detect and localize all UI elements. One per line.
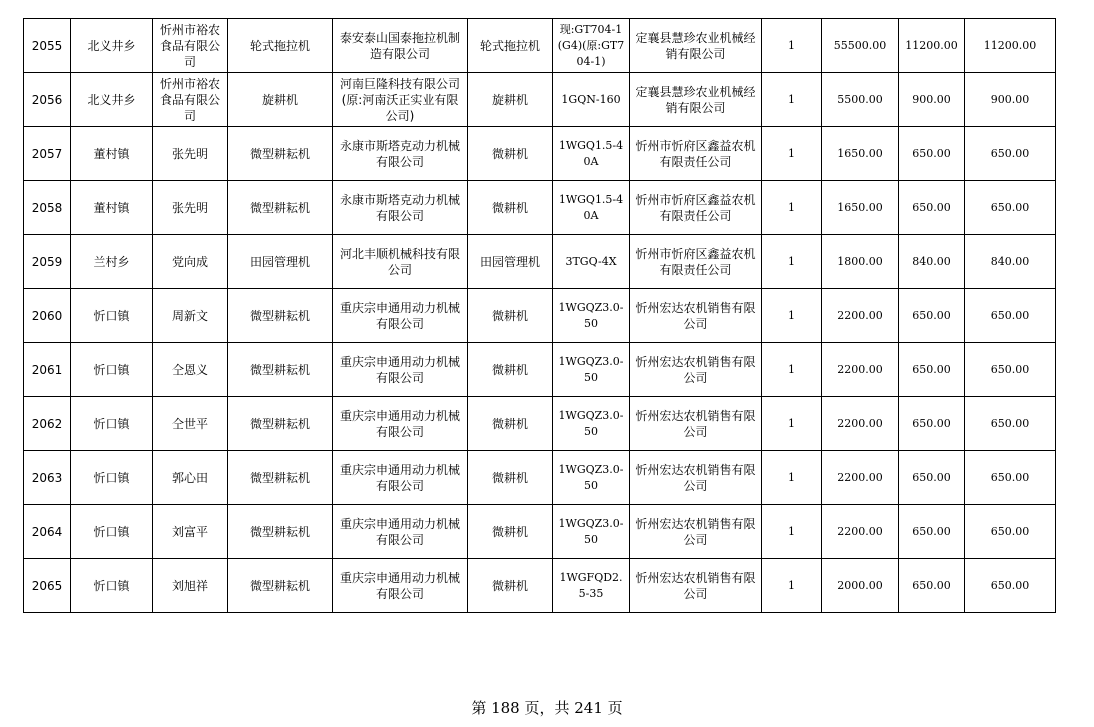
- subsidy-cell: 650.00: [899, 181, 965, 235]
- subsidy-cell: 11200.00: [899, 19, 965, 73]
- subsidy-cell: 650.00: [899, 127, 965, 181]
- township-cell: 北义井乡: [71, 19, 153, 73]
- total-subsidy-cell: 840.00: [965, 235, 1056, 289]
- quantity-cell: 1: [762, 235, 822, 289]
- dealer-cell: 忻州宏达农机销售有限公司: [630, 559, 762, 613]
- manufacturer-cell: 重庆宗申通用动力机械有限公司: [333, 289, 468, 343]
- price-cell: 2200.00: [822, 289, 899, 343]
- total-subsidy-cell: 650.00: [965, 343, 1056, 397]
- subsidy-cell: 650.00: [899, 397, 965, 451]
- manufacturer-cell: 永康市斯塔克动力机械有限公司: [333, 127, 468, 181]
- price-cell: 55500.00: [822, 19, 899, 73]
- manufacturer-cell: 重庆宗申通用动力机械有限公司: [333, 505, 468, 559]
- dealer-cell: 忻州市忻府区鑫益农机有限责任公司: [630, 235, 762, 289]
- price-cell: 1650.00: [822, 181, 899, 235]
- subsidy-cell: 650.00: [899, 451, 965, 505]
- township-cell: 忻口镇: [71, 343, 153, 397]
- table-row: [24, 343, 1056, 397]
- row-number-cell: 2061: [24, 343, 71, 397]
- table-row: [24, 127, 1056, 181]
- machine-item-cell: 微耕机: [468, 289, 553, 343]
- subsidy-table: [23, 18, 1056, 613]
- buyer-cell: 张先明: [153, 127, 228, 181]
- machine-category-cell: 旋耕机: [228, 73, 333, 127]
- buyer-cell: 党向成: [153, 235, 228, 289]
- model-cell: 1GQN-160: [553, 73, 630, 127]
- subsidy-cell: 650.00: [899, 505, 965, 559]
- model-cell: 1WGQZ3.0-50: [553, 289, 630, 343]
- township-cell: 忻口镇: [71, 559, 153, 613]
- machine-item-cell: 微耕机: [468, 451, 553, 505]
- table-row: [24, 559, 1056, 613]
- buyer-cell: 刘富平: [153, 505, 228, 559]
- dealer-cell: 忻州宏达农机销售有限公司: [630, 505, 762, 559]
- quantity-cell: 1: [762, 127, 822, 181]
- dealer-cell: 忻州宏达农机销售有限公司: [630, 451, 762, 505]
- manufacturer-cell: 重庆宗申通用动力机械有限公司: [333, 451, 468, 505]
- total-subsidy-cell: 650.00: [965, 559, 1056, 613]
- quantity-cell: 1: [762, 343, 822, 397]
- manufacturer-cell: 重庆宗申通用动力机械有限公司: [333, 397, 468, 451]
- township-cell: 忻口镇: [71, 451, 153, 505]
- machine-category-cell: 微型耕耘机: [228, 559, 333, 613]
- dealer-cell: 定襄县慧珍农业机械经销有限公司: [630, 19, 762, 73]
- machine-item-cell: 微耕机: [468, 505, 553, 559]
- table-row: [24, 73, 1056, 127]
- row-number-cell: 2065: [24, 559, 71, 613]
- machine-item-cell: 微耕机: [468, 127, 553, 181]
- price-cell: 5500.00: [822, 73, 899, 127]
- manufacturer-cell: 重庆宗申通用动力机械有限公司: [333, 343, 468, 397]
- total-subsidy-cell: 650.00: [965, 451, 1056, 505]
- buyer-cell: 张先明: [153, 181, 228, 235]
- buyer-cell: 刘旭祥: [153, 559, 228, 613]
- row-number-cell: 2062: [24, 397, 71, 451]
- subsidy-cell: 840.00: [899, 235, 965, 289]
- machine-item-cell: 旋耕机: [468, 73, 553, 127]
- price-cell: 2200.00: [822, 343, 899, 397]
- row-number-cell: 2063: [24, 451, 71, 505]
- quantity-cell: 1: [762, 451, 822, 505]
- total-subsidy-cell: 650.00: [965, 289, 1056, 343]
- quantity-cell: 1: [762, 181, 822, 235]
- buyer-cell: 周新文: [153, 289, 228, 343]
- total-subsidy-cell: 900.00: [965, 73, 1056, 127]
- total-subsidy-cell: 650.00: [965, 505, 1056, 559]
- total-subsidy-cell: 650.00: [965, 181, 1056, 235]
- township-cell: 北义井乡: [71, 73, 153, 127]
- machine-item-cell: 轮式拖拉机: [468, 19, 553, 73]
- model-cell: 3TGQ-4X: [553, 235, 630, 289]
- page-footer: 第 188 页，共 241 页: [471, 699, 623, 717]
- table-row: [24, 397, 1056, 451]
- machine-item-cell: 微耕机: [468, 559, 553, 613]
- price-cell: 1650.00: [822, 127, 899, 181]
- buyer-cell: 忻州市裕农食品有限公司: [153, 19, 228, 73]
- table-row: [24, 505, 1056, 559]
- subsidy-cell: 650.00: [899, 343, 965, 397]
- machine-category-cell: 微型耕耘机: [228, 181, 333, 235]
- machine-category-cell: 微型耕耘机: [228, 451, 333, 505]
- total-subsidy-cell: 650.00: [965, 127, 1056, 181]
- total-subsidy-cell: 11200.00: [965, 19, 1056, 73]
- table-row: [24, 181, 1056, 235]
- table-row: [24, 235, 1056, 289]
- dealer-cell: 忻州市忻府区鑫益农机有限责任公司: [630, 127, 762, 181]
- manufacturer-cell: 河南巨隆科技有限公司(原:河南沃正实业有限公司): [333, 73, 468, 127]
- buyer-cell: 忻州市裕农食品有限公司: [153, 73, 228, 127]
- row-number-cell: 2056: [24, 73, 71, 127]
- township-cell: 董村镇: [71, 181, 153, 235]
- row-number-cell: 2055: [24, 19, 71, 73]
- township-cell: 兰村乡: [71, 235, 153, 289]
- price-cell: 1800.00: [822, 235, 899, 289]
- quantity-cell: 1: [762, 397, 822, 451]
- model-cell: 1WGQ1.5-40A: [553, 181, 630, 235]
- row-number-cell: 2064: [24, 505, 71, 559]
- machine-category-cell: 微型耕耘机: [228, 505, 333, 559]
- quantity-cell: 1: [762, 505, 822, 559]
- machine-item-cell: 微耕机: [468, 343, 553, 397]
- dealer-cell: 忻州宏达农机销售有限公司: [630, 397, 762, 451]
- quantity-cell: 1: [762, 73, 822, 127]
- township-cell: 忻口镇: [71, 505, 153, 559]
- subsidy-cell: 650.00: [899, 289, 965, 343]
- machine-category-cell: 田园管理机: [228, 235, 333, 289]
- dealer-cell: 忻州宏达农机销售有限公司: [630, 289, 762, 343]
- total-subsidy-cell: 650.00: [965, 397, 1056, 451]
- buyer-cell: 仝恩义: [153, 343, 228, 397]
- machine-category-cell: 微型耕耘机: [228, 289, 333, 343]
- township-cell: 董村镇: [71, 127, 153, 181]
- model-cell: 1WGQZ3.0-50: [553, 397, 630, 451]
- quantity-cell: 1: [762, 559, 822, 613]
- manufacturer-cell: 河北丰顺机械科技有限公司: [333, 235, 468, 289]
- model-cell: 现:GT704-1(G4)(原:GT704-1): [553, 19, 630, 73]
- subsidy-cell: 650.00: [899, 559, 965, 613]
- model-cell: 1WGQZ3.0-50: [553, 451, 630, 505]
- model-cell: 1WGQZ3.0-50: [553, 505, 630, 559]
- manufacturer-cell: 泰安泰山国泰拖拉机制造有限公司: [333, 19, 468, 73]
- manufacturer-cell: 重庆宗申通用动力机械有限公司: [333, 559, 468, 613]
- machine-category-cell: 微型耕耘机: [228, 343, 333, 397]
- row-number-cell: 2059: [24, 235, 71, 289]
- price-cell: 2200.00: [822, 505, 899, 559]
- dealer-cell: 定襄县慧珍农业机械经销有限公司: [630, 73, 762, 127]
- model-cell: 1WGQ1.5-40A: [553, 127, 630, 181]
- price-cell: 2200.00: [822, 397, 899, 451]
- machine-item-cell: 微耕机: [468, 181, 553, 235]
- table-row: [24, 19, 1056, 73]
- row-number-cell: 2058: [24, 181, 71, 235]
- price-cell: 2200.00: [822, 451, 899, 505]
- quantity-cell: 1: [762, 19, 822, 73]
- subsidy-cell: 900.00: [899, 73, 965, 127]
- buyer-cell: 郭心田: [153, 451, 228, 505]
- row-number-cell: 2060: [24, 289, 71, 343]
- row-number-cell: 2057: [24, 127, 71, 181]
- table-row: [24, 451, 1056, 505]
- quantity-cell: 1: [762, 289, 822, 343]
- model-cell: 1WGFQD2.5-35: [553, 559, 630, 613]
- table-row: [24, 289, 1056, 343]
- model-cell: 1WGQZ3.0-50: [553, 343, 630, 397]
- manufacturer-cell: 永康市斯塔克动力机械有限公司: [333, 181, 468, 235]
- price-cell: 2000.00: [822, 559, 899, 613]
- machine-category-cell: 轮式拖拉机: [228, 19, 333, 73]
- machine-item-cell: 微耕机: [468, 397, 553, 451]
- buyer-cell: 仝世平: [153, 397, 228, 451]
- machine-category-cell: 微型耕耘机: [228, 397, 333, 451]
- dealer-cell: 忻州市忻府区鑫益农机有限责任公司: [630, 181, 762, 235]
- dealer-cell: 忻州宏达农机销售有限公司: [630, 343, 762, 397]
- township-cell: 忻口镇: [71, 289, 153, 343]
- township-cell: 忻口镇: [71, 397, 153, 451]
- machine-category-cell: 微型耕耘机: [228, 127, 333, 181]
- machine-item-cell: 田园管理机: [468, 235, 553, 289]
